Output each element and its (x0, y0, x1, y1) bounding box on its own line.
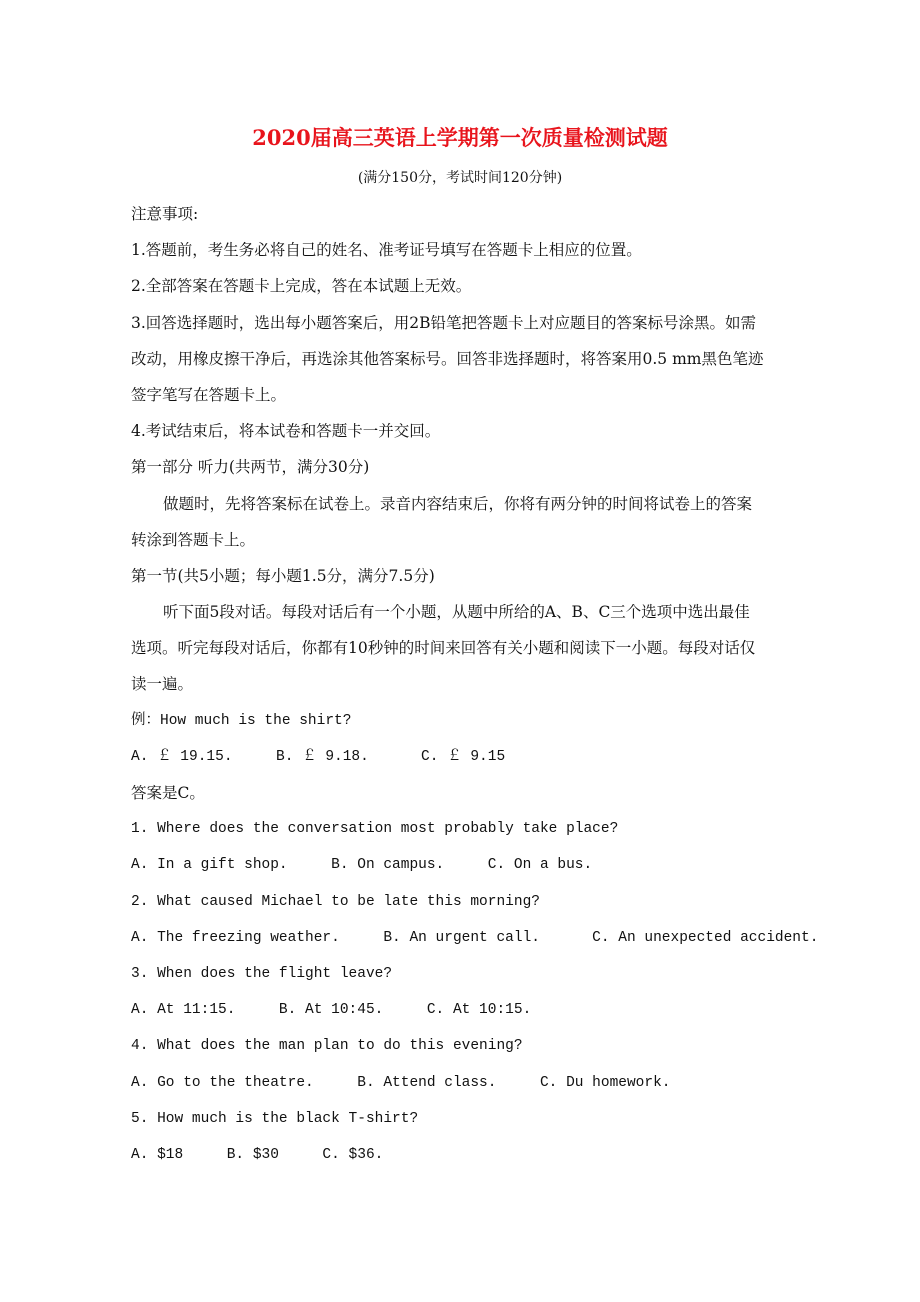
part1-instructions: 做题时，先将答案标在试卷上。录音内容结束后，你将有两分钟的时间将试卷上的答案 (163, 494, 753, 513)
example-question: 例：How much is the shirt? (131, 712, 352, 729)
notice-line: 1.答题前，考生务必将自己的姓名、准考证号填写在答题卡上相应的位置。 (131, 241, 642, 260)
notice-line: 3.回答选择题时，选出每小题答案后，用2B铅笔把答题卡上对应题目的答案标号涂黑。如需 (131, 313, 757, 332)
part1-heading: 第一部分 听力(共两节，满分30分) (131, 458, 370, 477)
document-body (131, 196, 819, 1173)
notice-line: 2.全部答案在答题卡上完成，答在本试题上无效。 (131, 277, 472, 296)
part1-instructions: 转涂到答题卡上。 (131, 530, 256, 549)
question-5-options: A. $18 B. $30 C. $36. (131, 1146, 384, 1163)
notice-heading: 注意事项: (131, 205, 199, 223)
question-3-options: A. At 11:15. B. At 10:45. C. At 10:15. (131, 1002, 532, 1019)
document-title: 2020届高三英语上学期第一次质量检测试题 (252, 125, 668, 150)
question-2-options: A. The freezing weather. B. An urgent call. C. An unexpected accident. (131, 929, 819, 946)
example-options: A. ￡ 19.15. B. ￡ 9.18. C. ￡ 9.15 (131, 748, 506, 765)
notice-line: 改动，用橡皮擦干净后，再选涂其他答案标号。回答非选择题时，将答案用0.5 mm黑色笔迹 (131, 349, 764, 368)
section1-instructions: 读一遍。 (131, 675, 194, 694)
question-2: 2. What caused Michael to be late this morning? (131, 893, 540, 910)
section1-instructions: 听下面5段对话。每段对话后有一个小题，从题中所给的A、B、C三个选项中选出最佳 (163, 603, 750, 622)
notice-line: 4.考试结束后，将本试卷和答题卡一并交回。 (131, 422, 441, 441)
question-1-options: A. In a gift shop. B. On campus. C. On a bus. (131, 857, 593, 874)
exam-info: (满分150分，考试时间120分钟) (357, 170, 563, 186)
section1-instructions: 选项。听完每段对话后，你都有10秒钟的时间来回答有关小题和阅读下一小题。每段对话仅 (131, 639, 756, 658)
question-1: 1. Where does the conversation most probably take place? (131, 821, 619, 838)
question-4: 4. What does the man plan to do this evening? (131, 1038, 523, 1055)
question-4-options: A. Go to the theatre. B. Attend class. C. Du homework. (131, 1074, 671, 1091)
question-3: 3. When does the flight leave? (131, 965, 393, 982)
example-answer: 答案是C。 (131, 784, 205, 802)
section1-heading: 第一节(共5小题；每小题1.5分，满分7.5分) (131, 566, 435, 585)
notice-line: 签字笔写在答题卡上。 (131, 385, 287, 404)
question-5: 5. How much is the black T-shirt? (131, 1110, 419, 1127)
